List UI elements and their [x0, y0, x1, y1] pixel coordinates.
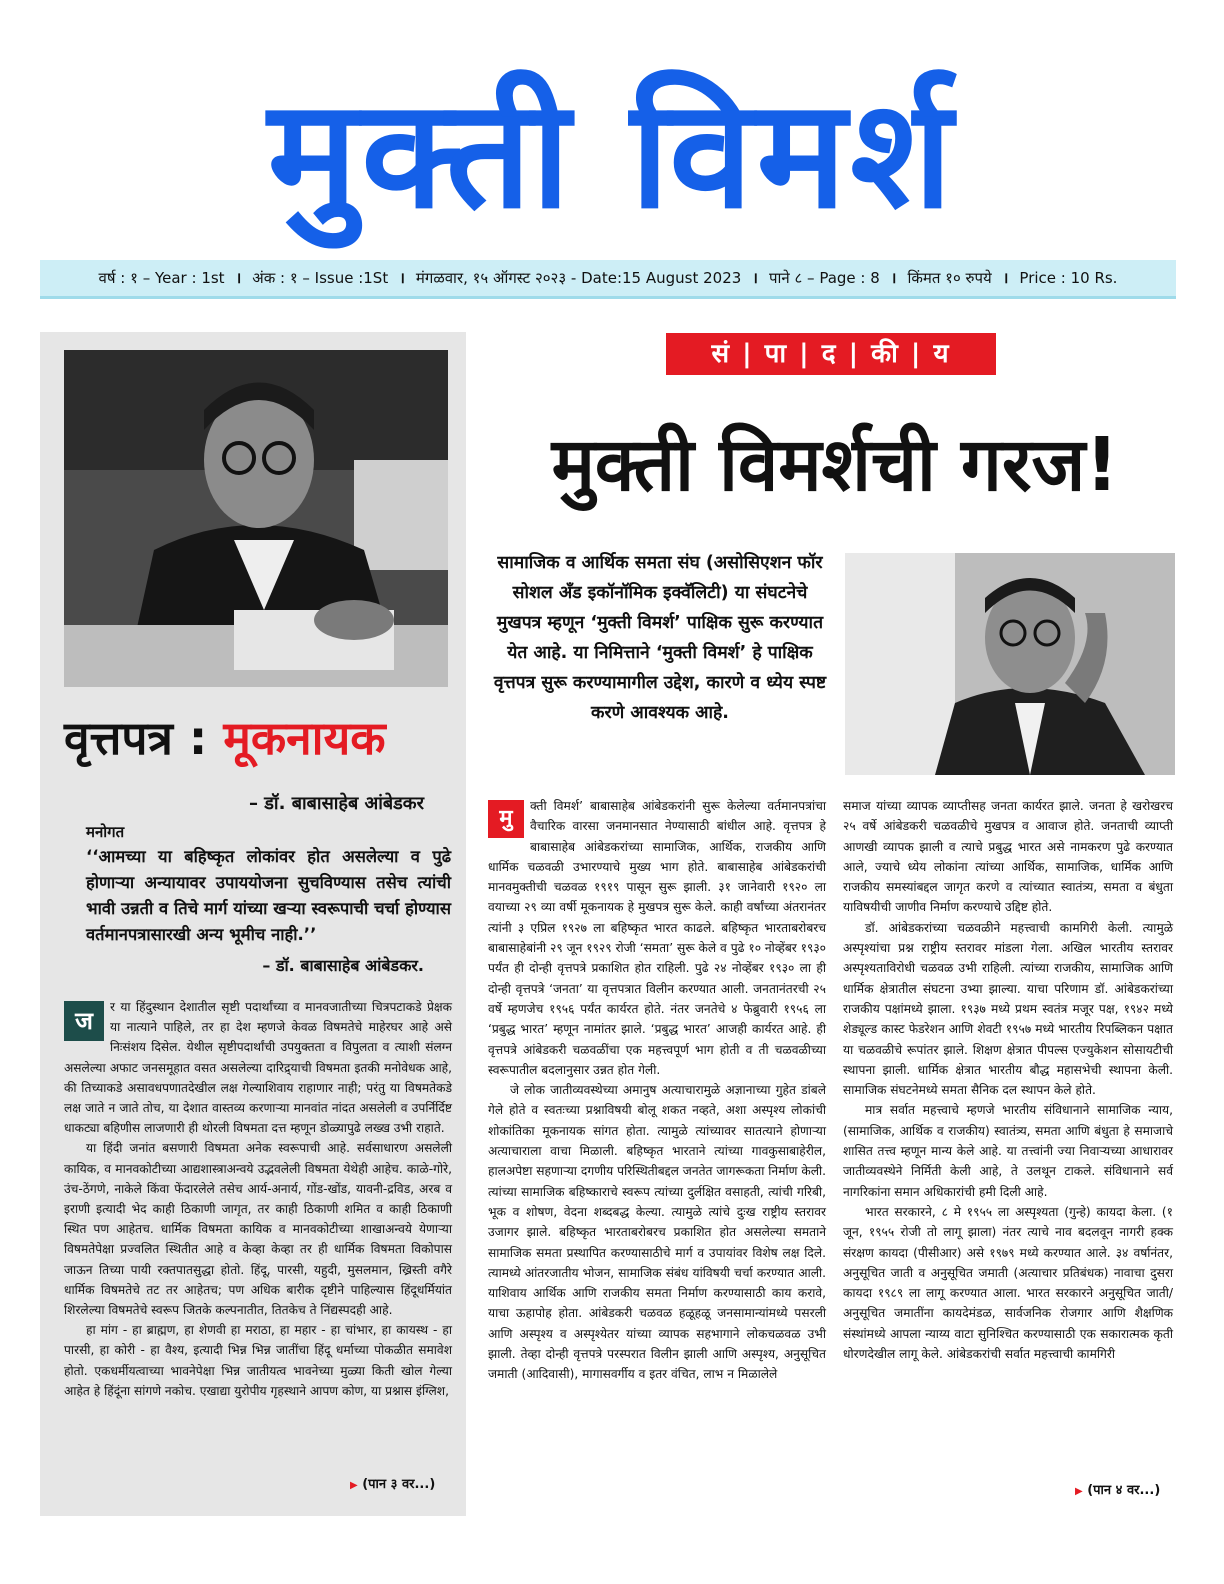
left-paragraph-3: हा मांग - हा ब्राह्मण, हा शेणवी हा मराठा, हा महार - हा चांभार, हा कायस्थ - हा पारसी, हा कोरी - हा वैश्य, इत्यादी भिन्न भिन्न जातींचा हिंदू धर्माच्या पोकळीत समावेश होतो. एकधर्मीयत्वाच्या भावनेपेक्षा भिन्न जातीयत्व भावनेच्या मुळ्या किती खोल गेल्या आहेत हे हिंदूंना सांगणे नकोच. एखाद्या युरोपीय गृहस्थाने आपण कोण, या प्रश्नास इंग्लिश, — [64, 1323, 452, 1398]
continued-page-4[interactable]: ▶ (पान ४ वर...) — [1075, 1483, 1161, 1498]
ambedkar-photo-left — [64, 350, 448, 687]
continued-page-3[interactable]: ▶ (पान ३ वर...) — [350, 1477, 436, 1492]
left-paragraph-2: या हिंदी जनांत बसणारी विषमता अनेक स्वरूपाची आहे. सर्वसाधारण असलेली कायिक, व मानवकोटीच्या आद्यशास्त्राअन्वये उद्भवलेली विषमता येथेही आहेच. काळे-गोरे, उंच-ठेंगणे, नाकेले किंवा फेंदारलेले तसेच आर्य-अनार्य, गोंड-खोंड, यावनी-द्रविड, अरब व इराणी इत्यादी भेद काही ठिकाणी जागृत, तर काही ठिकाणी शमित व काही ठिकाणी स्थित पण आहेतच. धार्मिक विषमता कायिक व मानवकोटीच्या शाखाअन्वये येणाऱ्या विषमतेपेक्षा प्रज्वलित स्थितीत आहे व केव्हा केव्हा तर ही धार्मिक विषमता विकोपास जाऊन तिच्या पायी रक्तपातसुद्धा होतो. हिंदू, पारसी, यहुदी, मुसलमान, ख्रिस्ती वगैरे धार्मिक विषमतेचे तट तर आहेतच; पण अधिक बारीक दृष्टीने पाहिल्यास हिंदूधर्मियांत शिरलेल्या विषमतेचे स्वरूप जितके कल्पनातीत, तितकेच ते निंद्यस्पदही आहे. — [64, 1141, 452, 1318]
editorial-column-middle — [488, 796, 826, 1385]
right-paragraph-3: मात्र सर्वात महत्त्वाचे म्हणजे भारतीय संविधानाने सामाजिक न्याय, (सामाजिक, आर्थिक व राजकीय) स्वातंत्र्य, समता आणि बंधुता हे समाजाचे शासित तत्त्व म्हणून मान्य केले आहे. या तत्त्वांनी ज्या निवाऱ्यच्या आधारावर जातीव्यवस्थेने निर्मिती केली आहे, ते उलथून टाकले. संविधानाने सर्व नागरिकांना समान अधिकारांची हमी दिली आहे. — [843, 1103, 1173, 1199]
right-paragraph-2: डॉ. आंबेडकरांच्या चळवळीने महत्त्वाची कामगिरी केली. त्यामुळे अस्पृश्यांचा प्रश्न राष्ट्रीय स्तरावर मांडला गेला. अखिल भारतीय स्तरावर अस्पृश्यताविरोधी चळवळ उभी राहिली. त्यांच्या राजकीय, सामाजिक आणि धार्मिक क्षेत्रातील संघटना उभ्या झाल्या. याचा परिणाम डॉ. आंबेडकरांच्या राजकीय पक्षांमध्ये झाला. १९३७ मध्ये प्रथम स्वतंत्र मजूर पक्ष, १९४२ मध्ये शेड्यूल्ड कास्ट फेडरेशन आणि शेवटी १९५७ मध्ये भारतीय रिपब्लिकन पक्षात या चळवळीचे रूपांतर झाले. शिक्षण क्षेत्रात पीपल्स एज्युकेशन सोसायटीची स्थापना झाली. धार्मिक क्षेत्रात भारतीय बौद्ध महासभेची स्थापना केली. सामाजिक संघटनेमध्ये समता सैनिक दल स्थापन केले होते. — [843, 920, 1173, 1098]
info-year: वर्ष : १ – Year : 1st — [98, 269, 225, 287]
mooknayak-column — [40, 332, 466, 1516]
right-paragraph-1: समाज यांच्या व्यापक व्याप्तीसह जनता कार्यरत झाले. जनता हे खरोखरच २५ वर्षे आंबेडकरी चळवळीचे मुखपत्र व आवाज होते. जनताची व्याप्ती आणखी व्यापक झाली व त्याचे प्रबुद्ध भारत असे नामकरण पुढे करण्यात आले, ज्याचे ध्येय लोकांना त्यांच्या आर्थिक, सामाजिक, धार्मिक आणि राजकीय समस्यांबद्दल जागृत करणे व त्यांच्यात स्वातंत्र्य, समता व बंधुता याविषयीची जाणीव निर्माण करण्याचे उद्दिष्ट होते. — [843, 799, 1173, 915]
info-pages: पाने ८ – Page : 8 — [768, 269, 880, 287]
dropcap-ja: ज — [64, 1001, 104, 1041]
title-mooknayak: मूकनायक — [223, 711, 386, 765]
editorial-headline: मुक्ती विमर्शची गरज! — [551, 422, 1119, 508]
dropcap-mu: मु — [488, 800, 524, 838]
author-byline: – डॉ. बाबासाहेब आंबेडकर — [249, 793, 424, 814]
left-paragraph-1: र या हिंदुस्थान देशातील सृष्टी पदार्थांच्या व मानवजातीच्या चित्रपटाकडे प्रेक्षक या नात्याने पाहिले, तर हा देश म्हणजे केवळ विषमतेचे माहेरघर आहे असे निःसंशय दिसेल. येथील सृष्टीपदार्थांची उपयुक्तता व विपुलता व त्याशी संलग्न असलेल्या अफाट जनसमूहात वसत असलेल्या दारिद्र्याची विषमता इतकी मनोवेधक आहे, की तिच्याकडे असावधपणातदेखील लक्ष गेल्याशिवाय राहाणार नाही; परंतु या विषमतेकडे लक्ष जाते न जाते तोच, या देशात वास्तव्य करणाऱ्या मानवांत नांदत असलेली व उपर्निर्दिष्ट धाकट्या बहिणीस लाजणारी ही थोरली विषमता दत्त म्हणून डोळ्यापुढे लख्ख उभी राहाते. — [64, 1000, 452, 1136]
info-date: मंगळवार, १५ ऑगस्ट २०२३ - Date:15 August 2023 — [415, 269, 742, 287]
newspaper-title — [64, 710, 454, 766]
title-prefix: वृत्तपत्र : — [64, 711, 208, 765]
info-issue: अंक : १ – Issue :1St — [252, 269, 389, 287]
editorial-tag: सं | पा | द | की | य — [666, 333, 996, 375]
ambedkar-quote: ‘‘आमच्या या बहिष्कृत लोकांवर होत असलेल्या व पुढे होणाऱ्या अन्यायावर उपाययोजना सुचविण्यास तसेच त्यांची भावी उन्नती व तिचे मार्ग यांच्या खऱ्या स्वरूपाची चर्चा होण्यास वर्तमानपत्रासारखी अन्य भूमीच नाही.’’ — [86, 847, 451, 944]
info-price-en: Price : 10 Rs. — [1019, 269, 1118, 287]
manogat-label: मनोगत — [86, 823, 125, 841]
right-paragraph-4: भारत सरकारने, ८ मे १९५५ ला अस्पृश्यता (गुन्हे) कायदा केला. (१ जून, १९५५ रोजी तो लागू झाला) नंतर त्याचे नाव बदलवून नागरी हक्क संरक्षण कायदा (पीसीआर) असे १९७९ मध्ये करण्यात आले. ३४ वर्षानंतर, अनुसूचित जाती व अनुसूचित जमाती (अत्याचार प्रतिबंधक) नावाचा दुसरा कायदा १९८९ ला लागू करण्यात आला. भारत सरकारने अनुसूचित जाती/अनुसूचित जमातींना कायदेमंडळ, सार्वजनिक रोजगार आणि शैक्षणिक संस्थांमध्ये आपला न्याय्य वाटा सुनिश्चित करण्यासाठी एक सकारात्मक कृती धोरणदेखील लागू केले. आंबेडकरांची सर्वात महत्त्वाची कामगिरी — [843, 1204, 1173, 1362]
quote-byline: – डॉ. बाबासाहेब आंबेडकर. — [262, 956, 424, 975]
info-price-mr: किंमत १० रुपये — [907, 269, 992, 287]
ambedkar-photo-right — [845, 553, 1175, 775]
issue-info-bar: वर्ष : १ – Year : 1st । अंक : १ – Issue :1St । मंगळवार, १५ ऑगस्ट २०२३ - Date:15 August 2023 । पाने ८ – Page : 8 । किंमत १० रुपये । Price : 10 Rs. — [40, 260, 1176, 299]
masthead-title: मुक्ती विमर्श — [267, 68, 957, 242]
mooknayak-article — [64, 997, 452, 1401]
mid-paragraph-2: जे लोक जातीव्यवस्थेच्या अमानुष अत्याचारामुळे अज्ञानाच्या गुहेत डांबले गेले होते व स्वतःच्या प्रश्नाविषयी बोलू शकत नव्हते, अशा अस्पृश्य लोकांची शोकांतिका मूकनायक सांगत होता. त्यामुळे त्यांच्यावर सातत्याने होणाऱ्या अत्याचाराला वाचा मिळाली. बहिष्कृत भारताने त्यांच्या गावकुसाबाहेरील, हालअपेष्टा सहणाऱ्या दगणीय परिस्थितीबद्दल जनतेत जागरूकता निर्माण केली. त्यांच्या सामाजिक बहिष्काराचे स्वरूप त्यांच्या दुर्लक्षित वसाहती, त्यांची गरिबी, भूक व शोषण, वेदना शब्दबद्ध केल्या. त्यामुळे त्यांचे दुःख राष्ट्रीय स्तरावर उजागर झाले. बहिष्कृत भारताबरोबरच प्रकाशित होत असलेल्या समताने सामाजिक समता प्रस्थापित करण्यासाठीचे मार्ग व उपायांवर विशेष लक्ष दिले. त्यामध्ये आंतरजातीय भोजन, सामाजिक संबंध यांविषयी चर्चा करण्यात आली. याशिवाय आर्थिक आणि राजकीय समता निर्माण करण्यासाठी काय करावे, याचा ऊहापोह होता. आंबेडकरी चळवळ हळूहळू जनसामान्यांमध्ये पसरली आणि अस्पृश्य व अस्पृश्येतर यांच्या व्यापक सहभागाने लोकचळवळ उभी झाली. तेव्हा दोन्ही वृत्तपत्रे परस्परात विलीन झाली आणि अस्पृश्य, अनुसूचित जमाती (आदिवासी), मागासवर्गीय व इतर वंचित, लाभ न मिळालेले — [488, 1083, 826, 1382]
play-arrow-icon: ▶ — [1075, 1486, 1083, 1497]
editorial-intro: सामाजिक व आर्थिक समता संघ (असोसिएशन फॉर सोशल अँड इकॉनॉमिक इक्वॅलिटी) या संघटनेचे मुखपत्र म्हणून ‘मुक्ती विमर्श’ पाक्षिक सुरू करण्यात येत आहे. या निमित्ताने ‘मुक्ती विमर्श’ हे पाक्षिक वृत्तपत्र सुरू करण्यामागील उद्देश, कारणे व ध्येय स्पष्ट करणे आवश्यक आहे. — [493, 553, 827, 723]
mid-paragraph-1: क्ती विमर्श’ बाबासाहेब आंबेडकरांनी सुरू केलेल्या वर्तमानपत्रांचा वैचारिक वारसा जनमानसात नेण्यासाठी बांधील आहे. वृत्तपत्र हे बाबासाहेब आंबेडकरांच्या सामाजिक, आर्थिक, राजकीय आणि धार्मिक चळवळी उभारण्याचे मुख्य भाग होते. बाबासाहेब आंबेडकरांची मानवमुक्तीची चळवळ १९१९ पासून सुरू झाली. ३१ जानेवारी १९२० ला वयाच्या २९ व्या वर्षी मूकनायक हे मुखपत्र सुरू केले. काही वर्षांच्या अंतरानंतर त्यांनी ३ एप्रिल १९२७ ला बहिष्कृत भारत काढले. बहिष्कृत भारताबरोबरच बाबासाहेबांनी २९ जून १९२९ रोजी ‘समता’ सुरू केले व पुढे १० नोव्हेंबर १९३० पर्यंत ही दोन्ही वृत्तपत्रे प्रकाशित होत राहिली. पुढे २४ नोव्हेंबर १९३० ला ही दोन्ही वृत्तपत्रे ‘जनता’ या वृत्तपत्रात विलीन करण्यात आली. जनतानंतरची २५ वर्षे म्हणजेच १९५६ पर्यंत कार्यरत होते. नंतर जनतेचे ४ फेब्रुवारी १९५६ ला ‘प्रबुद्ध भारत’ म्हणून नामांतर झाले. ‘प्रबुद्ध भारत’ आजही कार्यरत आहे. ही वृत्तपत्रे आंबेडकरी चळवळींचा एक महत्त्वपूर्ण भाग होती व ती चळवळीच्या स्वरूपातील बदलानुसार उन्नत होत गेली. — [488, 799, 826, 1077]
editorial-column-right — [843, 796, 1173, 1364]
play-arrow-icon: ▶ — [350, 1480, 358, 1491]
